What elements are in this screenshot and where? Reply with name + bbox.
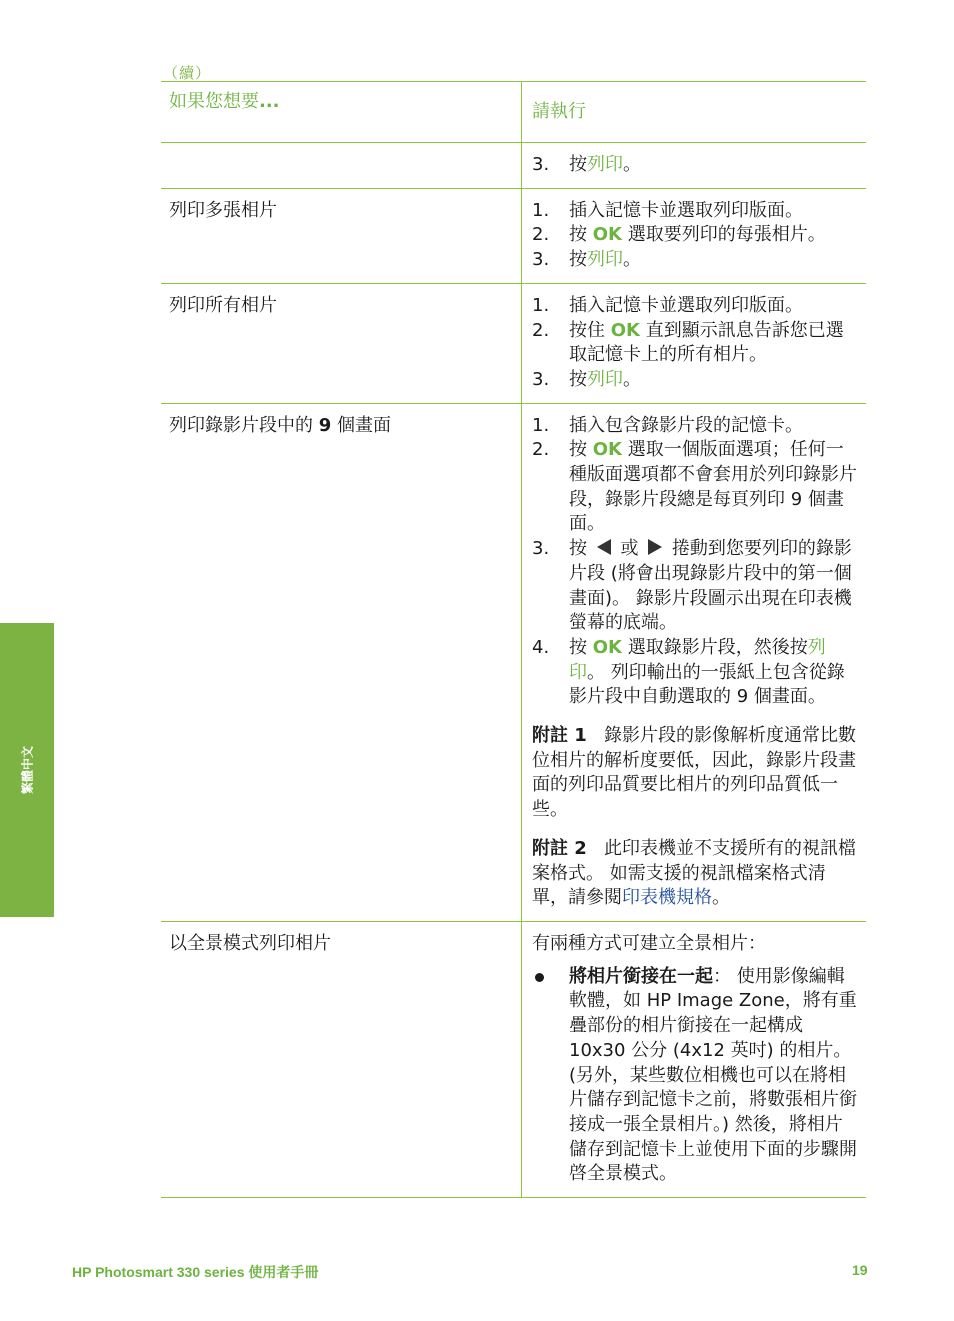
step-text: 插入記憶卡並選取列印版面。 (569, 294, 803, 316)
step-number: 1. (532, 414, 550, 436)
panorama-intro: 有兩種方式可建立全景相片： (532, 932, 766, 954)
list-item (532, 965, 858, 1187)
instructions-table (161, 81, 866, 1198)
task-label: 列印所有相片 (169, 294, 277, 316)
task-text: 列印錄影片段中的 (169, 414, 319, 436)
table-row (161, 403, 866, 921)
step-item (532, 368, 858, 393)
task-label (161, 404, 521, 438)
left-arrow-icon (597, 539, 611, 555)
steps-list (532, 153, 858, 178)
steps-list (532, 199, 858, 273)
ok-button-ref: OK (610, 319, 640, 341)
step-text: 按住 (569, 319, 611, 341)
language-label: 繁體中文 (20, 745, 35, 795)
print-button-ref: 列印 (587, 368, 623, 390)
note-2 (532, 837, 858, 911)
continued-label: （續） (163, 64, 212, 82)
step-number: 4. (532, 636, 550, 658)
step-item (532, 199, 858, 224)
bullet-text: ： 使用影像編輯軟體，如 HP Image Zone，將有重疊部份的相片銜接在一起構成 10x30 公分 (4x12 英吋) 的相片。 (另外，某些數位相機也可以在將相片儲存到記憶卡之前，將數張相片銜接成一張全景相片。) 然後，將相片儲存到記憶卡上並使用下面的步驟開啓全景模式。 (569, 965, 857, 1185)
step-text: 按 (569, 368, 587, 390)
table-row (161, 143, 866, 189)
print-button-ref: 列印 (587, 249, 623, 271)
step-text: 按 (569, 439, 593, 461)
table-row (161, 921, 866, 1197)
task-number: 9 (318, 414, 332, 436)
step-item (532, 414, 858, 439)
note-label: 附註 2 (532, 837, 587, 859)
step-number: 2. (532, 224, 550, 246)
header-do-this: 請執行 (532, 101, 586, 122)
step-item (532, 153, 858, 178)
task-label: 以全景模式列印相片 (169, 932, 331, 954)
ok-button-ref: OK (592, 224, 622, 246)
step-text: 直到顯示訊息告訴您已選取記憶卡上的所有相片。 (569, 319, 844, 366)
ok-button-ref: OK (592, 439, 622, 461)
step-item (532, 537, 858, 636)
printer-specs-link[interactable]: 印表機規格 (622, 887, 712, 909)
table-header-row (161, 82, 866, 143)
step-text: 。 (623, 368, 641, 390)
step-text: 。 列印輸出的一張紙上包含從錄影片段中自動選取的 9 個畫面。 (569, 661, 845, 708)
step-number: 2. (532, 439, 550, 461)
step-number: 3. (532, 538, 550, 560)
step-item (532, 294, 858, 319)
steps-list (532, 414, 858, 710)
steps-list (532, 294, 858, 393)
step-item (532, 636, 858, 710)
header-if-you-want-text: 如果您想要 (169, 91, 259, 112)
bullet-list (532, 965, 858, 1187)
step-number: 2. (532, 319, 550, 341)
step-item (532, 438, 858, 537)
task-cell (161, 283, 522, 403)
task-text: 個畫面 (331, 414, 391, 436)
step-text: 插入包含錄影片段的記憶卡。 (569, 414, 803, 436)
bullet-icon (535, 973, 544, 982)
step-number: 3. (532, 249, 550, 271)
step-text: 選取要列印的每張相片。 (621, 224, 826, 246)
step-item (532, 319, 858, 368)
step-text: 選取錄影片段，然後按 (621, 636, 808, 658)
step-number: 1. (532, 199, 550, 221)
print-button-ref: 列印 (569, 636, 826, 683)
task-cell (161, 188, 522, 283)
step-text: 按 (569, 224, 593, 246)
step-text: 按 (569, 538, 593, 560)
step-item (532, 248, 858, 273)
step-text: 插入記憶卡並選取列印版面。 (569, 199, 803, 221)
language-side-tab (0, 623, 54, 917)
step-item (532, 223, 858, 248)
steps-cell (522, 921, 867, 1197)
step-number: 3. (532, 154, 550, 175)
step-text: 按 (569, 636, 593, 658)
task-cell (161, 403, 522, 921)
task-cell-empty (161, 143, 522, 189)
bullet-title: 將相片銜接在一起 (569, 965, 713, 987)
step-text: 按 (569, 249, 587, 271)
step-number: 1. (532, 294, 550, 316)
step-text: 。 (623, 154, 641, 175)
ok-button-ref: OK (592, 636, 622, 658)
steps-cell (522, 403, 867, 921)
step-text: 。 (623, 249, 641, 271)
note-text: 。 (712, 887, 730, 909)
step-text: 按 (569, 154, 587, 175)
right-arrow-icon (648, 539, 662, 555)
page-number: 19 (852, 1262, 868, 1278)
table-row (161, 188, 866, 283)
note-1 (532, 724, 858, 823)
steps-cell (522, 143, 867, 189)
step-text: 捲動到您要列印的錄影片段 (將會出現錄影片段中的第一個畫面)。 錄影片段圖示出現在印表機螢幕的底端。 (569, 538, 852, 634)
header-if-you-want (161, 82, 522, 143)
step-text: 或 (614, 538, 645, 560)
note-text: 錄影片段的影像解析度通常比數位相片的解析度要低，因此，錄影片段畫面的列印品質要比相片的列印品質低一些。 (532, 725, 856, 821)
task-label: 列印多張相片 (169, 199, 277, 221)
note-text: 此印表機並不支援所有的視訊檔案格式。 如需支援的視訊檔案格式清單，請參閱 (532, 837, 856, 909)
step-number: 3. (532, 368, 550, 390)
steps-cell (522, 283, 867, 403)
footer-title: HP Photosmart 330 series 使用者手冊 (72, 1264, 319, 1280)
header-dots: ... (259, 91, 280, 112)
print-button-ref: 列印 (587, 154, 623, 175)
table-row (161, 283, 866, 403)
steps-cell (522, 188, 867, 283)
step-text: 選取一個版面選項；任何一種版面選項都不會套用於列印錄影片段，錄影片段總是每頁列印 9 個畫面。 (569, 439, 857, 535)
task-cell (161, 921, 522, 1197)
note-label: 附註 1 (532, 725, 587, 747)
